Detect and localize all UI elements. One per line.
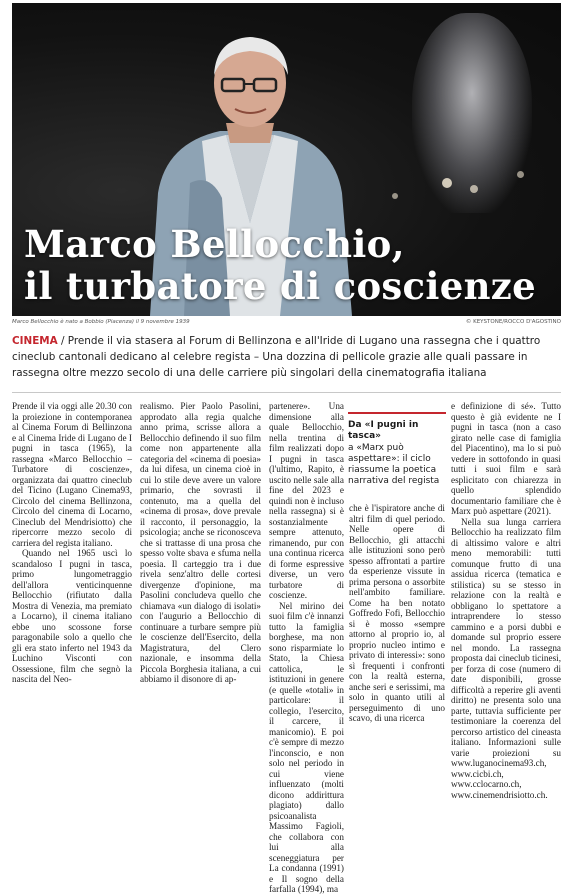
- paragraph: Prende il via oggi alle 20.30 con la proiezione in contemporanea al Cinema Forum di Bellinzona e al Cinema Iride di Lugano de I pugni in tasca (1965), la rassegna «Marco Bellocchio – Turbatore di coscienze», organizzata dai quattro cineclub del Ticino (Lugano Cinema93, Circolo del cinema Bellinzona, Circolo del cinema di Locarno, Cineclub del Mendrisiotto) che ripercorre mezzo secolo di carriera del regista italiano.: [12, 401, 132, 548]
- hero-photo: [12, 3, 561, 316]
- divider: [12, 392, 561, 393]
- section-kicker: CINEMA: [12, 335, 58, 347]
- bokeh-light: [442, 178, 452, 188]
- article-column-4: [349, 503, 445, 724]
- paragraph: e definizione di sé». Tutto questo è già evidente ne I pugni in tasca (non a caso girato nelle case di famiglia del Piacentino), ma lo si può vedere in sottofondo in quasi tutti i suoi film e sarà esplicitato con chiarezza in quello splendido documentario familiare che è Marx può aspettare (2021).: [451, 401, 561, 516]
- bokeh-light: [392, 193, 398, 199]
- paragraph: Nella sua lunga carriera Bellocchio ha realizzato film di altissimo valore e altri meno memorabili: tutti comunque frutto di una assidua ricerca (tematica e stilistica) su se stesso in relazione con la realtà e obbligano lo spettatore a intraprendere lo stesso cammino e a porsi dubbi e domande sul proprio essere nel mondo. La rassegna proposta dai cineclub ticinesi, per forza di cose (numero di date disponibili, grosse difficoltà a reperire gli aventi diritto) ne presenta solo una parte, tuttavia sufficiente per testimoniare la coerenza del percorso artistico del cineasta italiano. Informazioni sulle varie proiezioni su www.luganocinema93.ch, www.cicbi.ch, www.cclocarno.ch, www.cinemendrisiotto.ch.: [451, 516, 561, 800]
- pull-quote: [348, 412, 446, 487]
- article-column-1: [12, 401, 132, 685]
- headline-line-1: Marco Bellocchio,: [24, 222, 405, 266]
- paragraph: Nel mirino dei suoi film c'è innanzi tutto la famiglia borghese, ma non sono risparmiate lo Stato, la Chiesa cattolica, le istituzioni in genere (e quelle «totali» in particolare: il collegio, l'esercito, il carcere, il manicomio). E poi c'è sempre di mezzo l'inconscio, e non solo nel periodo in cui viene influenzato (molti dicono addirittura plagiato) dallo psicoanalista Massimo Fagioli, che collabora con lui alla sceneggiatura per La condanna (1991) e Il sogno della farfalla (1994), ma: [269, 600, 344, 894]
- standfirst: [12, 333, 561, 381]
- paragraph: realismo. Pier Paolo Pasolini, approdato alla regia qualche anno prima, scrisse allora a Bellocchio definendo il suo film come non appartenente alla categoria del «cinema di poesia» da lui difesa, un cinema cioè in cui lo stile deve avere un valore primario, che sovrasti il contenuto, ma a quella del «cinema di prosa», dove prevale il racconto, il personaggio, la psicologia; anche se riconosceva che si trattasse di una prosa che spesso volte sbava e sfuma nella poesia. Il carteggio tra i due rivela senz'altro delle cortesi divergenze d'opinione, ma Pasolini concludeva quello che chiamava «un dialogo di isolati» con l'augurio a Bellocchio di continuare a turbare sempre più le coscienze dell'Esercito, della Magistratura, del Clero nazionale, e insomma della Piccola Borghesia italiana, a cui abbiamo il disonore di ap-: [140, 401, 261, 684]
- paragraph: Quando nel 1965 uscì lo scandaloso I pugni in tasca, primo lungometraggio dell'allora venticinquenne Bellocchio (rifiutato dalla Mostra di Venezia, ma premiato a Locarno), il cinema italiano ebbe uno scossone forse paragonabile solo a quello che gli era stato inferto nel 1943 da Luchino Visconti con Ossessione, film che segnò la nascita del Neo-: [12, 548, 132, 684]
- pull-quote-head: Da «I pugni in tasca»: [348, 420, 419, 441]
- ghost-figure: [412, 13, 532, 213]
- bokeh-light: [470, 185, 478, 193]
- photo-caption: [12, 318, 561, 328]
- paragraph: che è l'ispiratore anche di altri film di quel periodo. Nelle opere di Bellocchio, gli attacchi alle istituzioni sono però spesso affrontati a partire da esperienze vissute in prima persona o assorbite nell'ambito familiare. Come ha ben notato Goffredo Fofi, Bellocchio si è mosso «sempre attorno al proprio io, al proprio nucleo intimo e privato di interessi»: sono sì frequenti i confronti con la realtà esterna, anche seri e serissimi, ma solo in quanto utili al perseguimento di uno scavo, di una ricerca: [349, 503, 445, 723]
- pull-quote-bar: [348, 412, 446, 414]
- photo-credit: © KEYSTONE/ROCCO D'AGOSTINO: [465, 319, 561, 325]
- pull-quote-body: a «Marx può aspettare»: il ciclo riassume la poetica narrativa del regista: [348, 443, 440, 486]
- headline-line-2: il turbatore di coscienze: [24, 264, 536, 308]
- caption-text: Marco Bellocchio è nato a Bobbio (Piacenza) il 9 novembre 1939: [12, 319, 190, 325]
- article-column-5: [451, 401, 561, 800]
- paragraph: partenere». Una dimensione alla quale Bellocchio, nella trentina di film realizzati dopo I pugni in tasca (l'ultimo, Rapito, è uscito nelle sale alla fine del 2023 e quindi non è incluso nella rassegna) si è sostanzialmente sempre attenuto, rimanendo, pur con una continua ricerca di forme espressive diverse, un vero turbatore di coscienze.: [269, 401, 344, 600]
- headline: [24, 223, 536, 307]
- article-column-2: [140, 401, 261, 685]
- bokeh-light: [517, 171, 524, 178]
- article-column-3: [269, 401, 344, 895]
- standfirst-text: / Prende il via stasera al Forum di Bellinzona e all'Iride di Lugano una rassegna che i quattro cineclub cantonali dedicano al celebre regista – Una dozzina di pellicole grazie alle quali passare in rassegna oltre mezzo secolo di una delle carriere più singolari della cinematografia italiana: [12, 335, 541, 379]
